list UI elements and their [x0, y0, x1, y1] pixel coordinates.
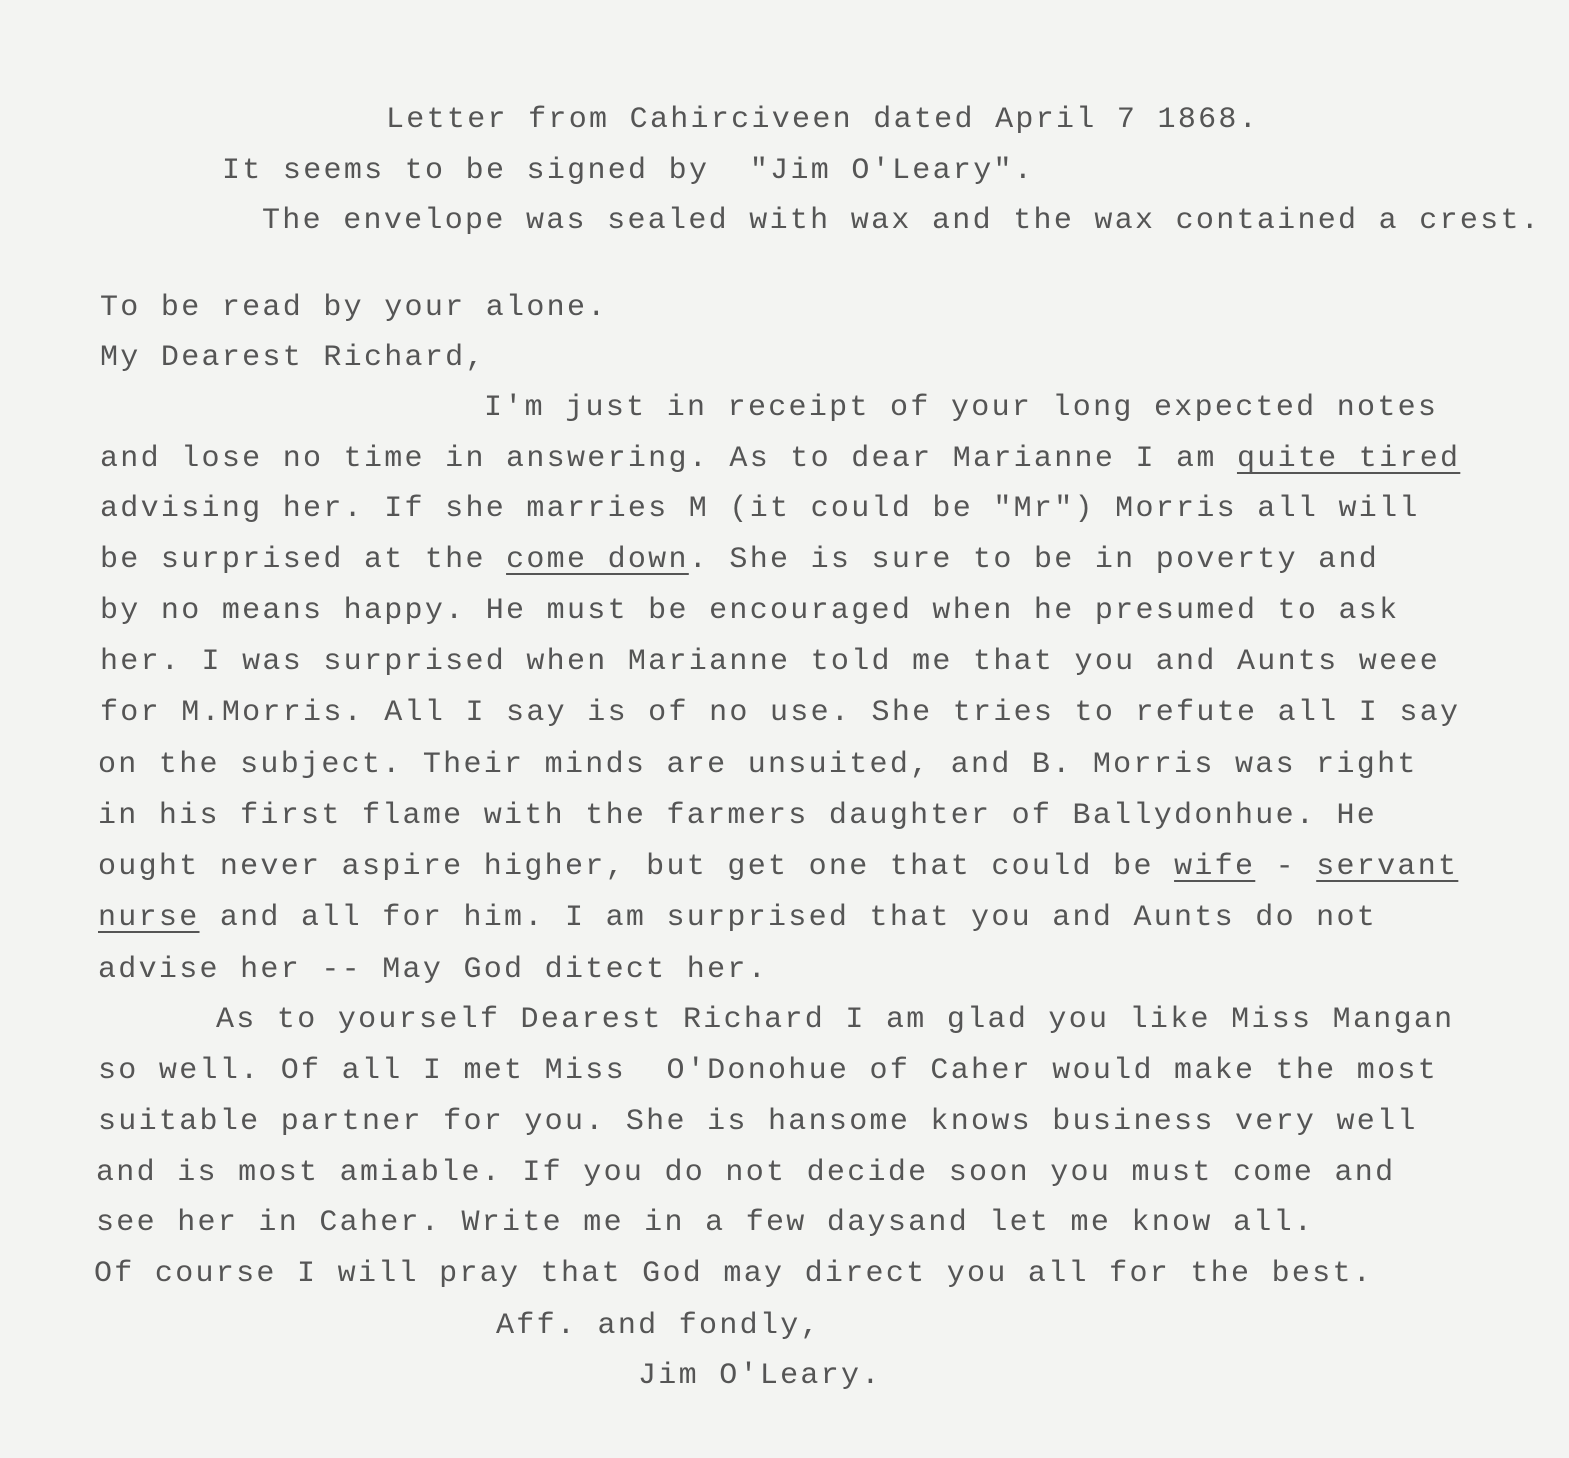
- body-text: suitable partner for you. She is hansome knows business very well: [98, 1105, 1418, 1139]
- body-line: [216, 1002, 1454, 1038]
- body-text: in his first flame with the farmers daughter of Ballydonhue. He: [98, 799, 1378, 833]
- header-date-line: Letter from Cahirciveen dated April 7 1868.: [386, 103, 1260, 137]
- body-text: be surprised at the: [100, 543, 507, 577]
- body-line: [100, 593, 1399, 629]
- body-text: and is most amiable. If you do not decide soon you must come and: [96, 1156, 1396, 1190]
- body-text: and lose no time in answering. As to dear Marianne I am: [100, 442, 1237, 476]
- body-line: [100, 441, 1460, 477]
- body-line: [94, 1256, 1373, 1292]
- body-text: on the subject. Their minds are unsuited, and B. Morris was right: [98, 748, 1418, 782]
- body-text: I'm just in receipt of your long expected notes: [484, 391, 1439, 425]
- body-text: -: [1255, 850, 1317, 884]
- underlined-word-nurse: nurse: [98, 901, 200, 935]
- body-text: so well. Of all I met Miss O'Donohue of Caher would make the most: [98, 1054, 1438, 1088]
- body-line: [100, 491, 1420, 527]
- body-text: and all for him. I am surprised that you and Aunts do not: [199, 901, 1378, 935]
- header-envelope-note: The envelope was sealed with wax and the wax contained a crest.: [262, 204, 1542, 238]
- body-text: by no means happy. He must be encouraged when he presumed to ask: [100, 594, 1400, 628]
- body-line: [98, 1104, 1418, 1140]
- salutation: My Dearest Richard,: [100, 341, 486, 375]
- closing: Aff. and fondly,: [496, 1309, 821, 1343]
- body-text: see her in Caher. Write me in a few daysand let me know all.: [96, 1206, 1315, 1240]
- body-line: [98, 1053, 1438, 1089]
- body-line: [98, 900, 1377, 936]
- underlined-phrase: come down: [506, 543, 689, 577]
- body-line: [98, 849, 1458, 885]
- private-notice: To be read by your alone.: [100, 291, 608, 325]
- body-line: [100, 695, 1460, 731]
- body-line: [96, 1155, 1395, 1191]
- body-text: ought never aspire higher, but get one that could be: [98, 850, 1175, 884]
- body-text: her. I was surprised when Marianne told me that you and Aunts weee: [100, 645, 1440, 679]
- body-text: advise her -- May God ditect her.: [98, 953, 768, 987]
- underlined-phrase: quite tired: [1236, 442, 1461, 476]
- body-line: [98, 798, 1377, 834]
- signature: Jim O'Leary.: [638, 1359, 882, 1393]
- body-text: advising her. If she marries M (it could be "Mr") Morris all will: [100, 492, 1420, 526]
- body-line: [484, 390, 1438, 426]
- underlined-word-wife: wife: [1174, 850, 1256, 884]
- header-signature-note: It seems to be signed by "Jim O'Leary".: [222, 154, 1035, 188]
- body-text: As to yourself Dearest Richard I am glad you like Miss Mangan: [216, 1003, 1455, 1037]
- body-text: . She is sure to be in poverty and: [688, 543, 1380, 577]
- body-text: Of course I will pray that God may direct you all for the best.: [94, 1257, 1374, 1291]
- body-line: [100, 644, 1440, 680]
- body-line: [98, 747, 1418, 783]
- underlined-word-servant: servant: [1316, 850, 1459, 884]
- body-text: for M.Morris. All I say is of no use. She tries to refute all I say: [100, 696, 1461, 730]
- body-line: [98, 952, 768, 988]
- body-line: [96, 1205, 1314, 1241]
- body-line: [100, 542, 1379, 578]
